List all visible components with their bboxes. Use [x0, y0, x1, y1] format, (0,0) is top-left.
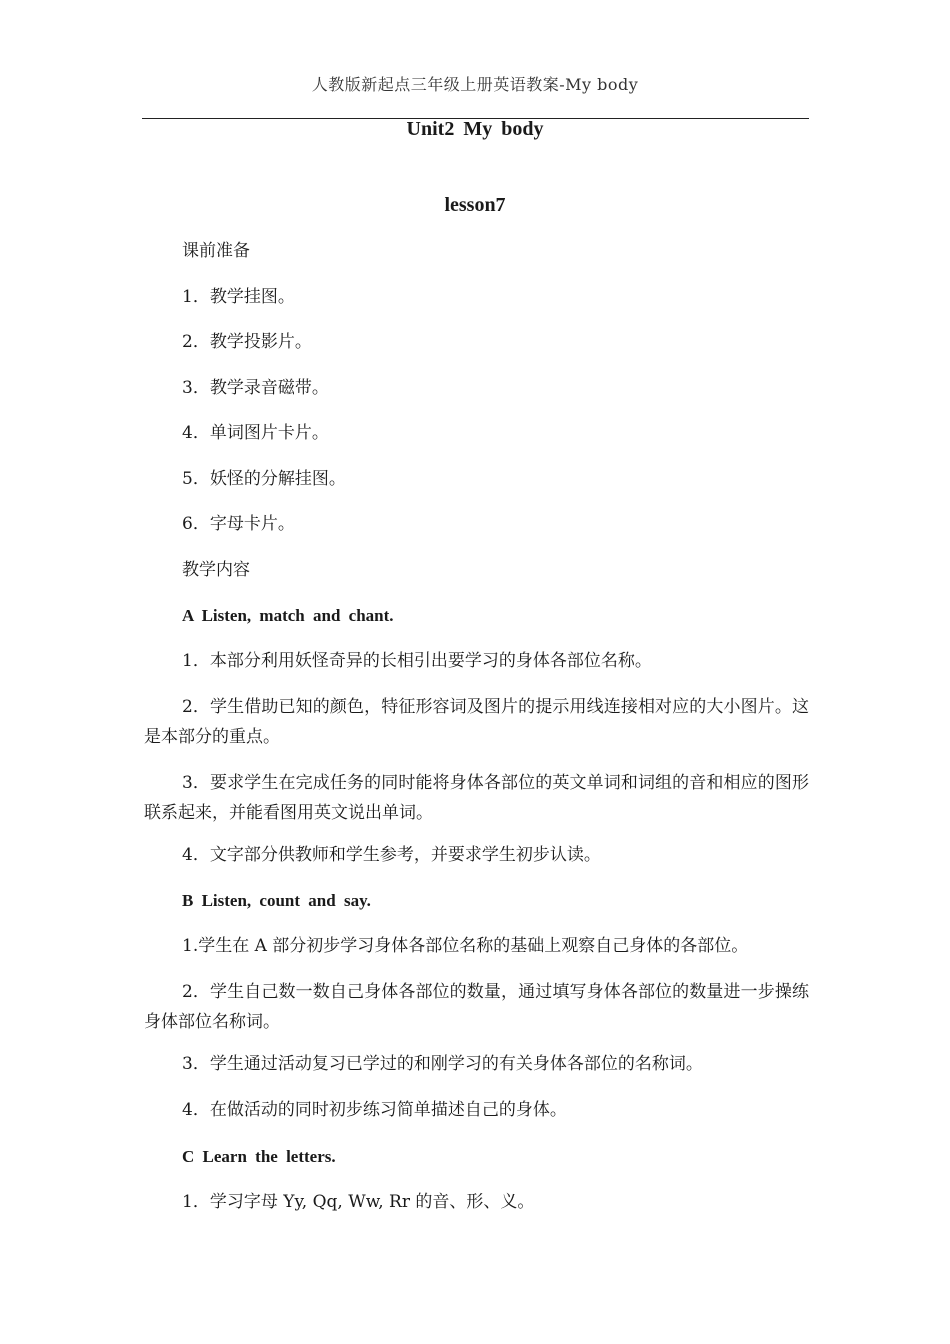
prep-item: 1．教学挂图。 — [182, 287, 295, 307]
unit-title: Unit2 My body — [406, 118, 544, 140]
prep-item: 4．单词图片卡片。 — [182, 423, 329, 443]
section-a-item: 1．本部分利用妖怪奇异的长相引出要学习的身体各部位名称。 — [182, 651, 652, 671]
section-a-item: 4．文字部分供教师和学生参考，并要求学生初步认读。 — [182, 845, 601, 865]
prep-item: 6．字母卡片。 — [182, 514, 295, 534]
lesson-title: lesson7 — [444, 194, 506, 216]
prep-item: 5．妖怪的分解挂图。 — [182, 469, 346, 489]
prep-item: 3．教学录音磁带。 — [182, 378, 329, 398]
section-b-heading: B Listen, count and say. — [182, 891, 371, 910]
section-a-item: 2．学生借助已知的颜色，特征形容词及图片的提示用线连接相对应的大小图片。这是本部分的重点。 — [144, 697, 809, 747]
section-b-item: 2．学生自己数一数自己身体各部位的数量，通过填写身体各部位的数量进一步操练身体部位名称词。 — [144, 982, 809, 1032]
prep-heading: 课前准备 — [182, 241, 250, 261]
section-b-item: 3．学生通过活动复习已学过的和刚学习的有关身体各部位的名称词。 — [182, 1054, 703, 1074]
content-heading: 教学内容 — [182, 560, 250, 580]
section-c-heading: C Learn the letters. — [182, 1147, 336, 1166]
section-b-item: 4．在做活动的同时初步练习简单描述自己的身体。 — [182, 1100, 567, 1120]
section-a-item: 3．要求学生在完成任务的同时能将身体各部位的英文单词和词组的音和相应的图形联系起来，并能看图用英文说出单词。 — [144, 773, 809, 823]
section-c-item: 1．学习字母 Yy, Qq, Ww, Rr 的音、形、义。 — [182, 1192, 535, 1212]
prep-item: 2．教学投影片。 — [182, 332, 312, 352]
section-b-item: 1.学生在 A 部分初步学习身体各部位名称的基础上观察自己身体的各部位。 — [182, 936, 749, 956]
section-a-heading: A Listen, match and chant. — [182, 606, 394, 625]
page-header: 人教版新起点三年级上册英语教案-My body — [311, 75, 639, 94]
